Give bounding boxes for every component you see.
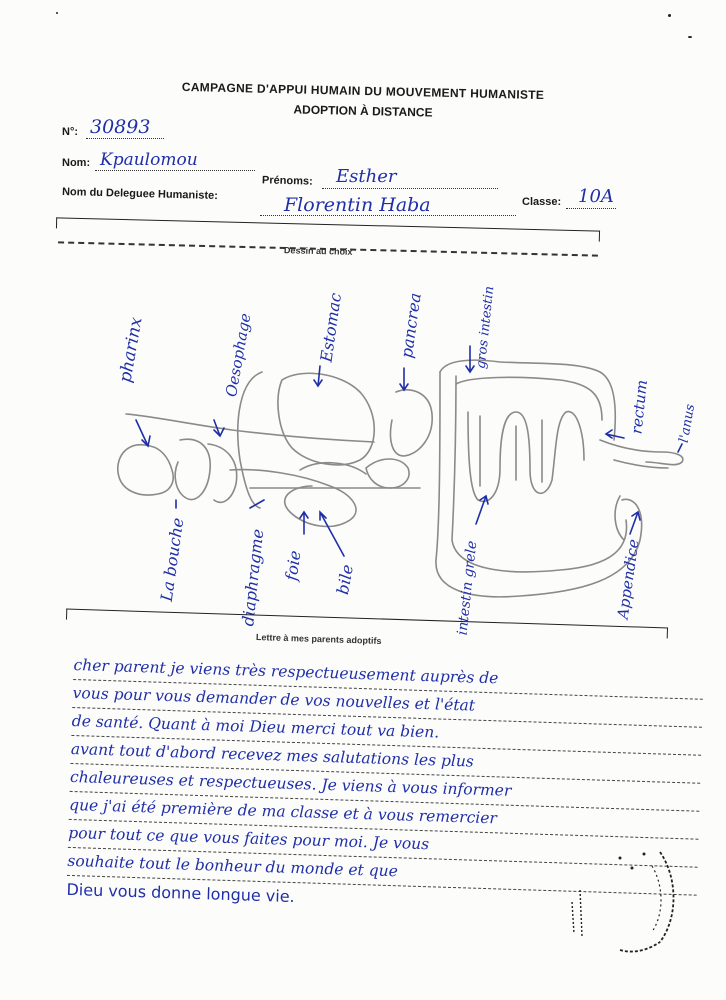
class-label: Classe: [522,196,562,208]
label-pharynx: pharinx [115,315,147,385]
number-label: N°: [62,126,79,138]
name-label: Nom: [62,157,91,169]
letter-line: chaleureuses et respectueuses. Je viens à vous informer [70,764,701,812]
delegate-label: Nom du Deleguee Humaniste: [61,185,218,203]
label-diaphragme: diaphragme [238,528,268,627]
label-pancreas: pancrea [396,291,425,360]
label-gros-intestin: gros intestin [473,285,498,370]
label-bouche: La bouche [156,516,188,603]
delegate-value: Florentin Haba [284,194,431,216]
class-value: 10A [578,186,614,207]
name-value: Kpaulomou [100,150,198,170]
label-bile: bile [333,563,357,596]
firstname-label: Prénoms: [261,174,313,188]
label-anus: l'anus [676,403,699,444]
letter-line: avant tout d'abord recevez mes salutations les plus [70,736,701,784]
letter-caption: Lettre à mes parents adoptifs [255,632,382,646]
letter-line: Dieu vous donne longue vie. [66,879,295,907]
stamp-mark [560,838,680,958]
header-title: CAMPAGNE D'APPUI HUMAIN DU MOUVEMENT HUMANISTE [181,79,545,103]
letter-line: souhaite tout le bonheur du monde et que [67,848,698,896]
label-foie: foie [281,549,305,582]
letter-line: que j'ai été première de ma classe et à vous remercier [69,792,700,840]
label-oesophage: Oesophage [222,311,255,399]
label-intestin-grele: intestin grele [454,539,481,637]
number-value: 30893 [90,116,151,138]
firstname-value: Esther [336,166,397,187]
letter-line: de santé. Quant à moi Dieu merci tout va bien. [71,708,702,756]
label-appendice: Appendice [613,538,643,620]
letter-line: pour tout ce que vous faites pour moi. Je vous [68,820,699,868]
label-rectum: rectum [627,379,651,435]
drawing-caption: Dessin au choix [283,245,353,257]
letter-line: vous pour vous demander de vos nouvelles et l'état [72,680,703,728]
label-estomac: Estomac [316,291,346,364]
header-subtitle: ADOPTION À DISTANCE [293,102,433,120]
letter-line: cher parent je viens très respectueusement auprès de [73,652,704,700]
